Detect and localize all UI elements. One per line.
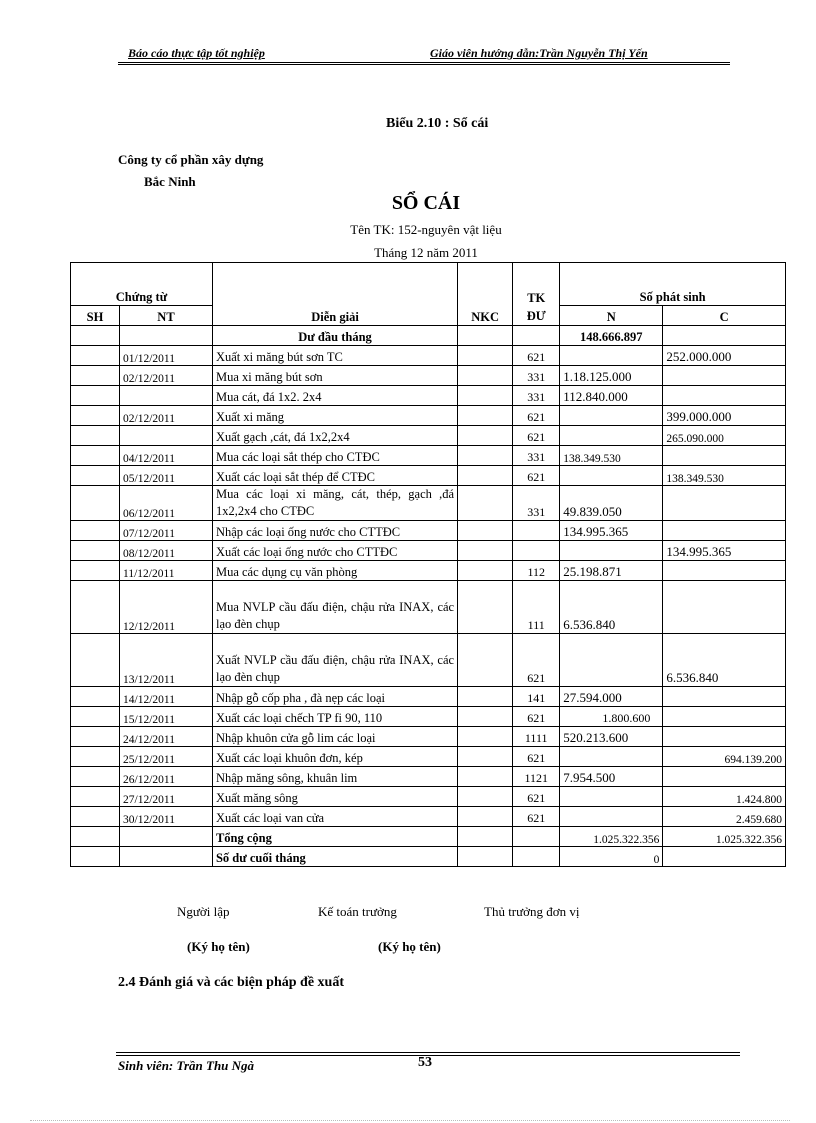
nkc-cell: [458, 747, 513, 767]
sh-cell: [71, 634, 120, 687]
tk-cell: 1111: [513, 727, 560, 747]
table-row: [71, 687, 786, 707]
diengiai-cell: Nhập măng sông, khuân lim: [212, 767, 457, 787]
nt-cell: 02/12/2011: [120, 406, 213, 426]
c-cell: [663, 687, 786, 707]
sig-preparer: Người lập: [177, 904, 230, 919]
c-cell: 265.090.000: [663, 426, 786, 446]
sh-cell: [71, 446, 120, 466]
nt-cell: 01/12/2011: [120, 346, 213, 366]
section-heading: 2.4 Đánh giá và các biện pháp đề xuất: [118, 975, 344, 990]
c-cell: [663, 446, 786, 466]
col-sh: SH: [71, 306, 120, 326]
tk-cell: 331: [513, 386, 560, 406]
n-cell: 7.954.500: [560, 767, 663, 787]
nt-cell: 25/12/2011: [120, 747, 213, 767]
tk-cell: 621: [513, 787, 560, 807]
n-cell: [560, 634, 663, 687]
sh-cell: [71, 346, 120, 366]
total-label: Tổng cộng: [212, 827, 457, 847]
table-row: [71, 747, 786, 767]
tk-cell: 621: [513, 406, 560, 426]
sh-cell: [71, 366, 120, 386]
sh-cell: [71, 687, 120, 707]
table-row: [71, 727, 786, 747]
sh-cell: [71, 486, 120, 521]
sh-cell: [71, 426, 120, 446]
nkc-cell: [458, 727, 513, 747]
diengiai-cell: Nhập các loại ống nước cho CTTĐC: [212, 521, 457, 541]
nkc-cell: [458, 466, 513, 486]
nkc-cell: [458, 521, 513, 541]
c-cell: [663, 486, 786, 521]
nt-cell: 02/12/2011: [120, 366, 213, 386]
col-chungtu: Chứng từ: [71, 263, 213, 306]
page-header: [118, 46, 730, 63]
company-line2: Bắc Ninh: [144, 174, 196, 189]
n-cell: [560, 541, 663, 561]
c-cell: [663, 366, 786, 386]
n-cell: 49.839.050: [560, 486, 663, 521]
nt-cell: 30/12/2011: [120, 807, 213, 827]
opening-row: [71, 326, 786, 346]
table-row: [71, 486, 786, 521]
col-sps: Số phát sinh: [560, 263, 786, 306]
nt-cell: 11/12/2011: [120, 561, 213, 581]
n-cell: 1.800.600: [560, 707, 663, 727]
nkc-cell: [458, 446, 513, 466]
tk-cell: [513, 541, 560, 561]
nt-cell: [120, 386, 213, 406]
closing-n: 0: [560, 847, 663, 867]
ledger-table: [70, 262, 786, 867]
closing-row: [71, 847, 786, 867]
nt-cell: 07/12/2011: [120, 521, 213, 541]
n-cell: [560, 406, 663, 426]
table-row: [71, 521, 786, 541]
closing-label: Số dư cuối tháng: [212, 847, 457, 867]
page-number: 53: [418, 1055, 432, 1070]
nkc-cell: [458, 541, 513, 561]
c-cell: 134.995.365: [663, 541, 786, 561]
nkc-cell: [458, 634, 513, 687]
c-cell: [663, 386, 786, 406]
diengiai-cell: Nhập khuôn cửa gỗ lim các loại: [212, 727, 457, 747]
nkc-cell: [458, 561, 513, 581]
sh-cell: [71, 807, 120, 827]
diengiai-cell: Mua các dụng cụ văn phòng: [212, 561, 457, 581]
tk-cell: 331: [513, 486, 560, 521]
sh-cell: [71, 747, 120, 767]
diengiai-cell: Xuất NVLP cầu đấu điện, chậu rửa INAX, các lạo đèn chụp: [212, 634, 457, 687]
diengiai-cell: Mua NVLP cầu đấu điện, chậu rửa INAX, các lạo đèn chụp: [212, 581, 457, 634]
nt-cell: 26/12/2011: [120, 767, 213, 787]
diengiai-cell: Nhập gỗ cốp pha , đà nẹp các loại: [212, 687, 457, 707]
table-row: [71, 561, 786, 581]
tk-cell: 331: [513, 366, 560, 386]
nkc-cell: [458, 787, 513, 807]
c-cell: 399.000.000: [663, 406, 786, 426]
company-line1: Công ty cổ phần xây dựng: [118, 152, 264, 167]
sh-cell: [71, 561, 120, 581]
figure-caption: Biểu 2.10 : Sổ cái: [386, 116, 489, 131]
n-cell: [560, 466, 663, 486]
nkc-cell: [458, 687, 513, 707]
total-c: 1.025.322.356: [663, 827, 786, 847]
n-cell: 6.536.840: [560, 581, 663, 634]
diengiai-cell: Xuất các loại van cửa: [212, 807, 457, 827]
n-cell: 112.840.000: [560, 386, 663, 406]
total-row: [71, 827, 786, 847]
diengiai-cell: Xuất gạch ,cát, đá 1x2,2x4: [212, 426, 457, 446]
table-row: [71, 426, 786, 446]
col-nkc: NKC: [458, 263, 513, 326]
nt-cell: 12/12/2011: [120, 581, 213, 634]
n-cell: [560, 426, 663, 446]
period: Tháng 12 năm 2011: [374, 245, 478, 260]
nkc-cell: [458, 346, 513, 366]
tk-cell: 1121: [513, 767, 560, 787]
diengiai-cell: Xuất các loại ống nước cho CTTĐC: [212, 541, 457, 561]
tk-cell: 141: [513, 687, 560, 707]
header-row-1: [71, 263, 786, 306]
sh-cell: [71, 727, 120, 747]
nt-cell: 15/12/2011: [120, 707, 213, 727]
nt-cell: 04/12/2011: [120, 446, 213, 466]
n-cell: 138.349.530: [560, 446, 663, 466]
sh-cell: [71, 707, 120, 727]
col-c: C: [663, 306, 786, 326]
col-tk: TK ĐƯ: [513, 263, 560, 326]
sig-note-1: (Ký họ tên): [187, 939, 250, 954]
table-row: [71, 446, 786, 466]
table-row: [71, 707, 786, 727]
opening-value: 148.666.897: [560, 326, 663, 346]
tk-cell: 621: [513, 634, 560, 687]
tk-cell: 112: [513, 561, 560, 581]
diengiai-cell: Xuất xi măng bút sơn TC: [212, 346, 457, 366]
nt-cell: 14/12/2011: [120, 687, 213, 707]
nt-cell: 13/12/2011: [120, 634, 213, 687]
sig-note-2: (Ký họ tên): [378, 939, 441, 954]
total-n: 1.025.322.356: [560, 827, 663, 847]
c-cell: [663, 521, 786, 541]
n-cell: 25.198.871: [560, 561, 663, 581]
nkc-cell: [458, 386, 513, 406]
diengiai-cell: Xuất các loại chếch TP fi 90, 110: [212, 707, 457, 727]
table-row: [71, 541, 786, 561]
sh-cell: [71, 581, 120, 634]
diengiai-cell: Xuất măng sông: [212, 787, 457, 807]
n-cell: [560, 807, 663, 827]
col-diengiai: Diễn giải: [212, 263, 457, 326]
table-row: [71, 581, 786, 634]
ledger-title: SỔ CÁI: [391, 192, 461, 214]
nt-cell: 06/12/2011: [120, 486, 213, 521]
diengiai-cell: Mua các loại sắt thép cho CTĐC: [212, 446, 457, 466]
tk-cell: 621: [513, 707, 560, 727]
n-cell: [560, 787, 663, 807]
diengiai-cell: Mua các loại xi măng, cát, thép, gạch ,đá 1x2,2x4 cho CTĐC: [212, 486, 457, 521]
table-row: [71, 634, 786, 687]
nkc-cell: [458, 406, 513, 426]
tk-cell: 621: [513, 807, 560, 827]
sh-cell: [71, 787, 120, 807]
sh-cell: [71, 767, 120, 787]
table-row: [71, 466, 786, 486]
footer-rule-1: [116, 1052, 740, 1053]
c-cell: 1.424.800: [663, 787, 786, 807]
tk-cell: 621: [513, 426, 560, 446]
diengiai-cell: Xuất xi măng: [212, 406, 457, 426]
table-row: [71, 346, 786, 366]
table-row: [71, 767, 786, 787]
header-left: Báo cáo thực tập tốt nghiệp: [128, 46, 265, 60]
header-rule: [118, 64, 730, 65]
sh-cell: [71, 386, 120, 406]
nkc-cell: [458, 581, 513, 634]
diengiai-cell: Xuất các loại sắt thép để CTĐC: [212, 466, 457, 486]
c-cell: 252.000.000: [663, 346, 786, 366]
diengiai-cell: Xuất các loại khuôn đơn, kép: [212, 747, 457, 767]
nt-cell: 24/12/2011: [120, 727, 213, 747]
nkc-cell: [458, 366, 513, 386]
table-row: [71, 787, 786, 807]
nt-cell: [120, 426, 213, 446]
n-cell: 1.18.125.000: [560, 366, 663, 386]
nkc-cell: [458, 807, 513, 827]
n-cell: 27.594.000: [560, 687, 663, 707]
n-cell: 520.213.600: [560, 727, 663, 747]
n-cell: [560, 747, 663, 767]
diengiai-cell: Mua xi măng bút sơn: [212, 366, 457, 386]
tk-cell: 331: [513, 446, 560, 466]
page-edge: [30, 1120, 790, 1121]
n-cell: [560, 346, 663, 366]
c-cell: 6.536.840: [663, 634, 786, 687]
c-cell: [663, 767, 786, 787]
nkc-cell: [458, 486, 513, 521]
header-right: Giáo viên hướng dẫn:Trần Nguyễn Thị Yến: [430, 46, 648, 60]
table-row: [71, 386, 786, 406]
table-row: [71, 366, 786, 386]
sig-head: Thủ trưởng đơn vị: [484, 904, 580, 919]
opening-label: Dư đầu tháng: [212, 326, 457, 346]
nt-cell: 05/12/2011: [120, 466, 213, 486]
tk-cell: [513, 521, 560, 541]
sh-cell: [71, 521, 120, 541]
sh-cell: [71, 541, 120, 561]
tk-cell: 621: [513, 747, 560, 767]
c-cell: 2.459.680: [663, 807, 786, 827]
col-nt: NT: [120, 306, 213, 326]
c-cell: [663, 561, 786, 581]
tk-cell: 621: [513, 346, 560, 366]
sig-accountant: Kế toán trưởng: [318, 904, 397, 919]
tk-cell: 621: [513, 466, 560, 486]
nkc-cell: [458, 707, 513, 727]
nt-cell: 08/12/2011: [120, 541, 213, 561]
c-cell: [663, 727, 786, 747]
n-cell: 134.995.365: [560, 521, 663, 541]
c-cell: 138.349.530: [663, 466, 786, 486]
sh-cell: [71, 466, 120, 486]
table-row: [71, 406, 786, 426]
table-row: [71, 807, 786, 827]
sh-cell: [71, 406, 120, 426]
company-block: [118, 149, 263, 193]
c-cell: 694.139.200: [663, 747, 786, 767]
diengiai-cell: Mua cát, đá 1x2. 2x4: [212, 386, 457, 406]
footer-student: Sinh viên: Trần Thu Ngà: [118, 1058, 255, 1073]
tk-cell: 111: [513, 581, 560, 634]
col-n: N: [560, 306, 663, 326]
c-cell: [663, 581, 786, 634]
nt-cell: 27/12/2011: [120, 787, 213, 807]
nkc-cell: [458, 767, 513, 787]
c-cell: [663, 707, 786, 727]
account-name: Tên TK: 152-nguyên vật liệu: [350, 222, 502, 237]
nkc-cell: [458, 426, 513, 446]
